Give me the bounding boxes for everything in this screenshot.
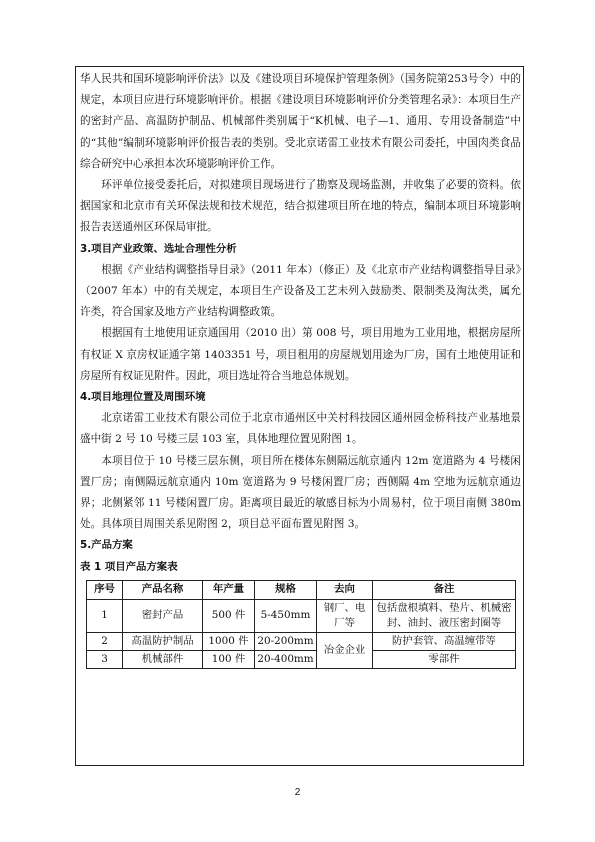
cell-dest: 冶金企业 <box>317 632 373 668</box>
header-no: 序号 <box>87 580 123 599</box>
section-4-paragraph-2: 本项目位于 10 号楼三层东侧，项目所在楼体东侧隔远航京通内 12m 宽道路为 4 号楼闲置厂房；南侧隔远航京通内 10m 宽道路为 9 号楼闲置厂房；西侧隔 4m 空地为远航京通边界；北侧紧邻 11 号楼闲置厂房。距离项目最近的敏感目标为小周易村，位于项目南侧 380m 处。具体项目周围关系见附图 2，项目总平面布置见附图 3。 <box>80 454 521 531</box>
header-dest: 去向 <box>317 580 373 599</box>
table-title: 表 1 项目产品方案表 <box>80 560 178 573</box>
table-row <box>87 650 516 668</box>
cell-no: 3 <box>87 650 123 668</box>
cell-qty: 1000 件 <box>203 632 255 650</box>
cell-name: 高温防护制品 <box>123 632 203 650</box>
section-4-paragraph-1: 北京诺雷工业技术有限公司位于北京市通州区中关村科技园区通州园金桥科技产业基地景盛中街 2 号 10 号楼三层 103 室，具体地理位置见附图 1。 <box>80 412 521 446</box>
header-name: 产品名称 <box>123 580 203 599</box>
cell-qty: 500 件 <box>203 599 255 632</box>
cell-note: 包括盘根填料、垫片、机械密封、油封、液压密封圈等 <box>373 599 516 632</box>
section-5-heading: 5.产品方案 <box>80 539 133 552</box>
table-header-row <box>87 580 516 599</box>
section-3-heading: 3.项目产业政策、选址合理性分析 <box>80 242 237 255</box>
cell-no: 1 <box>87 599 123 632</box>
header-note: 备注 <box>373 580 516 599</box>
section-3-paragraph-2: 根据国有土地使用证京通国用（2010 出）第 008 号，项目用地为工业用地，根据房屋所有权证 X 京房权证通字第 1403351 号，项目租用的房屋规划用途为厂房，国有土地使用证和房屋所有权证见附件。因此，项目选址符合当地总体规划。 <box>80 327 521 382</box>
cell-note: 零部件 <box>373 650 516 668</box>
cell-spec: 20-400mm <box>255 650 317 668</box>
table-row <box>87 599 516 632</box>
document-body <box>80 69 521 669</box>
cell-name: 密封产品 <box>123 599 203 632</box>
page-number: 2 <box>294 787 301 798</box>
cell-dest: 钢厂、电厂等 <box>317 599 373 632</box>
intro-paragraph-2: 环评单位接受委托后，对拟建项目现场进行了勘察及现场监测，并收集了必要的资料。依据国家和北京市有关环保法规和技术规范，结合拟建项目所在地的特点，编制本项目环境影响报告表送通州区环保局审批。 <box>80 179 521 234</box>
cell-note: 防护套管、高温缠带等 <box>373 632 516 650</box>
cell-spec: 20-200mm <box>255 632 317 650</box>
product-plan-table <box>86 580 516 669</box>
header-spec: 规格 <box>255 580 317 599</box>
section-4-heading: 4.项目地理位置及周围环境 <box>80 391 206 404</box>
cell-qty: 100 件 <box>203 650 255 668</box>
section-3-paragraph-1: 根据《产业结构调整指导目录》（2011 年本）（修正）及《北京市产业结构调整指导目录》（2007 年本）中的有关规定，本项目生产设备及工艺未列入鼓励类、限制类及淘汰类，属允许类，符合国家及地方产业结构调整政策。 <box>80 263 521 319</box>
table-row <box>87 632 516 650</box>
cell-no: 2 <box>87 632 123 650</box>
cell-name: 机械部件 <box>123 650 203 668</box>
header-qty: 年产量 <box>203 580 255 599</box>
intro-paragraph-1: 华人民共和国环境影响评价法》以及《建设项目环境保护管理条例》（国务院第253号令）中的规定，本项目应进行环境影响评价。根据《建设项目环境影响评价分类管理名录》：本项目生产的密封产品、高温防护制品、机械部件类别属于“K机械、电子—1、通用、专用设备制造”中的“其他”编制环境影响评价报告表的类别。受北京诺雷工业技术有限公司委托，中国肉类食品综合研究中心承担本次环境影响评价工作。 <box>80 73 521 170</box>
cell-spec: 5-450mm <box>255 599 317 632</box>
